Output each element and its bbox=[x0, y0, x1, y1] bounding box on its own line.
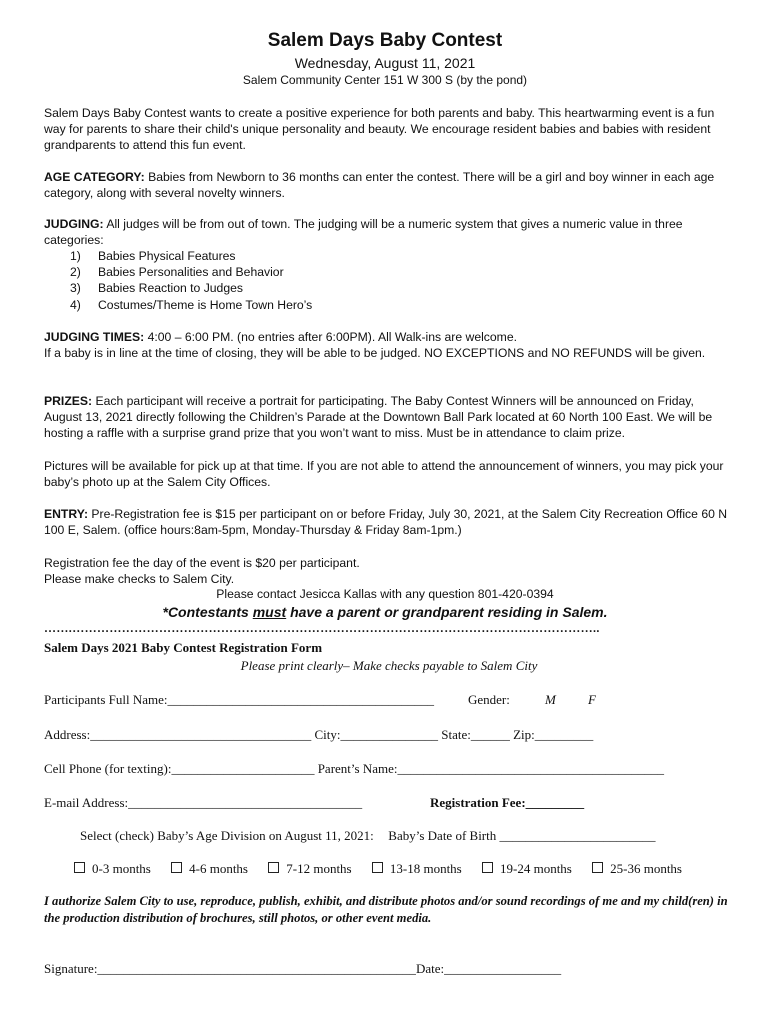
event-date: Wednesday, August 11, 2021 bbox=[294, 55, 476, 71]
checkbox-icon[interactable] bbox=[268, 862, 279, 873]
age-option-4-6[interactable]: 4-6 months bbox=[171, 861, 248, 877]
judging-times-text: 4:00 – 6:00 PM. (no entries after 6:00PM). All Walk-ins are welcome. bbox=[147, 330, 518, 344]
signature-input[interactable]: Signature:_________________________________________________ bbox=[44, 961, 416, 976]
zip-input[interactable]: Zip:_________ bbox=[513, 727, 594, 742]
entry-label: ENTRY: bbox=[44, 507, 89, 521]
judging-label: JUDGING: bbox=[44, 217, 104, 231]
form-title: Salem Days 2021 Baby Contest Registration Form bbox=[44, 640, 323, 655]
entry-paragraph bbox=[44, 506, 734, 538]
checkbox-icon[interactable] bbox=[482, 862, 493, 873]
gender-option-m[interactable]: M bbox=[545, 692, 556, 707]
checkbox-icon[interactable] bbox=[372, 862, 383, 873]
phone-field bbox=[44, 761, 664, 777]
age-options bbox=[74, 861, 682, 877]
list-item: 4) Costumes/Theme is Home Town Hero’s bbox=[70, 297, 313, 312]
email-input[interactable]: E-mail Address:____________________________________ bbox=[44, 795, 363, 810]
intro-paragraph: Salem Days Baby Contest wants to create a positive experience for both parents and baby. This heartwarming event is a fun way for parents to share their child's unique personality and beauty. We encourage resident babies and babies with resident grandparents to attend this fun event. bbox=[44, 106, 715, 153]
address-field bbox=[44, 727, 593, 743]
checkbox-icon[interactable] bbox=[171, 862, 182, 873]
age-option-7-12[interactable]: 7-12 months bbox=[268, 861, 351, 877]
must-emphasis: must bbox=[252, 604, 287, 620]
signature-row bbox=[44, 961, 561, 977]
age-division-row bbox=[80, 828, 656, 844]
age-option-0-3[interactable]: 0-3 months bbox=[74, 861, 151, 877]
judging-criteria-list bbox=[70, 248, 312, 313]
checkbox-icon[interactable] bbox=[74, 862, 85, 873]
list-item: 2) Babies Personalities and Behavior bbox=[70, 265, 284, 280]
checks-payable-text: Please make checks to Salem City. bbox=[44, 572, 235, 586]
parent-name-input[interactable]: Parent’s Name:_________________________________________ bbox=[317, 761, 664, 776]
age-category-label: AGE CATEGORY: bbox=[44, 170, 145, 184]
judging-times-note: If a baby is in line at the time of closing, they will be able to be judged. NO EXCEPTIONS and NO REFUNDS will be given. bbox=[44, 346, 706, 360]
cut-line-divider: …….……………………………………………………………………………………………………………….. bbox=[44, 621, 600, 635]
age-option-13-18[interactable]: 13-18 months bbox=[372, 861, 462, 877]
judging-paragraph bbox=[44, 216, 734, 248]
checkbox-icon[interactable] bbox=[592, 862, 603, 873]
age-option-25-36[interactable]: 25-36 months bbox=[592, 861, 682, 877]
age-category-text: Babies from Newborn to 36 months can enter the contest. There will be a girl and boy winner in each age category, along with several novelty winners. bbox=[44, 170, 715, 201]
gender-label: Gender: bbox=[468, 692, 510, 707]
judging-times-label: JUDGING TIMES: bbox=[44, 330, 145, 344]
list-item: 3) Babies Reaction to Judges bbox=[70, 281, 243, 296]
cell-phone-input[interactable]: Cell Phone (for texting):______________________ bbox=[44, 761, 315, 776]
form-instructions: Please print clearly– Make checks payable to Salem City bbox=[240, 658, 538, 673]
judging-text: All judges will be from out of town. The judging will be a numeric system that gives a numeric value in three categories: bbox=[44, 217, 683, 248]
registration-fee-text: Registration fee the day of the event is $20 per participant. bbox=[44, 556, 360, 570]
baby-dob-input[interactable]: Baby’s Date of Birth ________________________ bbox=[388, 828, 656, 843]
photo-authorization: I authorize Salem City to use, reproduce, publish, exhibit, and distribute photos and/or sound recordings of me and my child(ren) in the production distribution of brochures, still photos, or other event media. bbox=[44, 894, 728, 925]
age-option-19-24[interactable]: 19-24 months bbox=[482, 861, 572, 877]
address-input[interactable]: Address:__________________________________ bbox=[44, 727, 312, 742]
registration-fee-input[interactable]: Registration Fee:_________ bbox=[430, 795, 585, 810]
gender-option-f[interactable]: F bbox=[588, 692, 596, 707]
page-title: Salem Days Baby Contest bbox=[267, 30, 503, 51]
list-item: 1) Babies Physical Features bbox=[70, 249, 236, 263]
city-input[interactable]: City:_______________ bbox=[314, 727, 438, 742]
prizes-label: PRIZES: bbox=[44, 394, 93, 408]
entry-text: Pre-Registration fee is $15 per participant on or before Friday, July 30, 2021, at the Salem City Recreation Office 60 N 100 E, Salem. (office hours:8am-5pm, Monday-Thursday & Friday 8am-1pm.) bbox=[44, 507, 728, 538]
age-division-label: Select (check) Baby’s Age Division on August 11, 2021: bbox=[80, 828, 374, 843]
residency-notice: *Contestants must have a parent or grandparent residing in Salem. bbox=[162, 604, 608, 620]
participant-name-field[interactable]: Participants Full Name:_________________________________________ bbox=[44, 692, 434, 707]
judging-times-paragraph bbox=[44, 329, 734, 345]
prizes-text: Each participant will receive a portrait for participating. The Baby Contest Winners will be announced on Friday, August 13, 2021 directly following the Children’s Parade at the Downtown Ball Park located at 60 North 100 East. We will be hosting a raffle with a surprise grand prize that you won’t want to miss. Must be in attendance to claim prize. bbox=[44, 394, 713, 441]
date-input[interactable]: Date:__________________ bbox=[415, 961, 562, 976]
contact-line: Please contact Jesicca Kallas with any question 801-420-0394 bbox=[216, 587, 554, 601]
event-location: Salem Community Center 151 W 300 S (by the pond) bbox=[242, 73, 528, 87]
prizes-paragraph bbox=[44, 393, 734, 442]
pictures-paragraph: Pictures will be available for pick up at that time. If you are not able to attend the announcement of winners, you may pick your baby’s photo up at the Salem City Offices. bbox=[44, 459, 724, 490]
age-category-paragraph bbox=[44, 169, 734, 201]
state-input[interactable]: State:______ bbox=[441, 727, 510, 742]
